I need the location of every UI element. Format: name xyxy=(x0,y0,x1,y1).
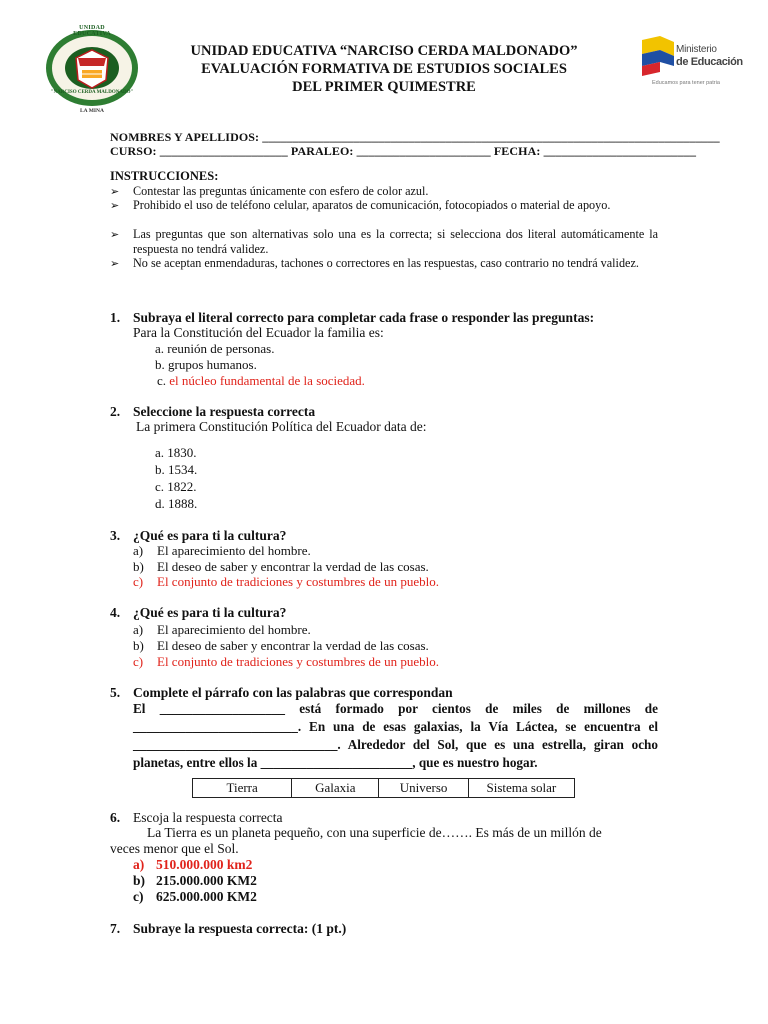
q2-option-d[interactable]: d. 1888. xyxy=(155,496,198,511)
logo-top-text: UNIDAD EDUCATIVA xyxy=(73,25,111,37)
logo-ring-text: "NARCISO CERDA MALDONADO" xyxy=(50,90,134,95)
word-bank-item: Sistema solar xyxy=(468,779,574,798)
q1-correct-answer: el núcleo fundamental de la sociedad. xyxy=(169,373,365,388)
q5-word-bank xyxy=(192,778,575,798)
q5-line-2[interactable]: _________________________. En una de esas galaxias, la Vía Láctea, se encuentra el xyxy=(133,719,658,734)
evaluation-title: EVALUACIÓN FORMATIVA DE ESTUDIOS SOCIALES xyxy=(201,61,567,77)
instruction-item: Prohibido el uso de teléfono celular, aparatos de comunicación, fotocopiados o material de apoyo. xyxy=(133,198,611,212)
q4-option-c-letter: c) xyxy=(133,654,144,669)
arrow-bullet-icon: ➢ xyxy=(110,186,120,198)
q3-option-b-letter: b) xyxy=(133,559,144,574)
q1-option-a[interactable]: a. reunión de personas. xyxy=(155,341,275,356)
q4-number: 4. xyxy=(110,605,121,620)
q6-option-c[interactable]: 625.000.000 KM2 xyxy=(156,889,257,904)
instruction-item: Contestar las preguntas únicamente con esfero de color azul. xyxy=(133,184,429,198)
logo-bottom-text: LA MINA xyxy=(80,108,104,114)
q4-title: ¿Qué es para ti la cultura? xyxy=(133,605,287,620)
q3-title: ¿Qué es para ti la cultura? xyxy=(133,528,287,543)
q6-correct-answer[interactable]: 510.000.000 km2 xyxy=(156,857,253,872)
q3-option-c-letter: c) xyxy=(133,574,144,589)
evaluation-period: DEL PRIMER QUIMESTRE xyxy=(292,79,476,95)
q2-number: 2. xyxy=(110,404,121,419)
arrow-bullet-icon: ➢ xyxy=(110,200,120,212)
arrow-bullet-icon: ➢ xyxy=(110,229,120,241)
q6-prompt-line1: La Tierra es un planeta pequeño, con una superficie de……. Es más de un millón de xyxy=(147,825,602,840)
q5-paragraph xyxy=(133,700,658,772)
q4-option-b-letter: b) xyxy=(133,638,144,653)
course-parallel-date-field[interactable]: CURSO: _____________________ PARALEO: ______________________ FECHA: _________________________ xyxy=(110,144,697,158)
q2-title: Seleccione la respuesta correcta xyxy=(133,404,316,419)
q6-option-a-letter: a) xyxy=(133,857,145,872)
q6-number: 6. xyxy=(110,810,121,825)
q3-number: 3. xyxy=(110,528,121,543)
q4-option-b[interactable]: El deseo de saber y encontrar la verdad de las cosas. xyxy=(157,638,429,653)
ministry-tagline: Educamos para tener patria xyxy=(652,80,720,86)
q6-title: Escoja la respuesta correcta xyxy=(133,810,283,825)
q1-number: 1. xyxy=(110,310,121,325)
q4-option-a-letter: a) xyxy=(133,622,144,637)
q6-option-c-letter: c) xyxy=(133,889,144,904)
instruction-item: No se aceptan enmendaduras, tachones o correctores en las respuestas, caso contrario no tendrá validez. xyxy=(133,256,639,270)
q2-prompt: La primera Constitución Política del Ecuador data de: xyxy=(136,419,427,434)
word-bank-item: Galaxia xyxy=(292,779,379,798)
q2-option-c[interactable]: c. 1822. xyxy=(155,479,197,494)
q2-option-b[interactable]: b. 1534. xyxy=(155,462,198,477)
q1-option-b[interactable]: b. grupos humanos. xyxy=(155,357,257,372)
instruction-item: Las preguntas que son alternativas solo una es la correcta; si selecciona dos literal automáticamente la respuesta no tendrá validez. xyxy=(133,227,658,256)
word-bank-item: Tierra xyxy=(193,779,292,798)
q3-option-b[interactable]: El deseo de saber y encontrar la verdad de las cosas. xyxy=(157,559,429,574)
q1-prompt: Para la Constitución del Ecuador la familia es: xyxy=(133,325,384,340)
q4-correct-answer[interactable]: El conjunto de tradiciones y costumbres de un pueblo. xyxy=(157,654,439,669)
q6-prompt-line2: veces menor que el Sol. xyxy=(110,841,239,856)
names-field[interactable]: NOMBRES Y APELLIDOS: ___________________________________________________________________________ xyxy=(110,130,720,144)
q6-option-b-letter: b) xyxy=(133,873,146,888)
q7-title: Subraye la respuesta correcta: (1 pt.) xyxy=(133,921,347,936)
q3-option-a[interactable]: El aparecimiento del hombre. xyxy=(157,543,311,558)
q1-title: Subraya el literal correcto para completar cada frase o responder las preguntas: xyxy=(133,310,595,325)
q4-option-a[interactable]: El aparecimiento del hombre. xyxy=(157,622,311,637)
q3-correct-answer[interactable]: El conjunto de tradiciones y costumbres de un pueblo. xyxy=(157,574,439,589)
q2-option-a[interactable]: a. 1830. xyxy=(155,445,197,460)
ministry-line1: Ministerio xyxy=(676,44,717,55)
q7-number: 7. xyxy=(110,921,121,936)
q3-option-a-letter: a) xyxy=(133,543,144,558)
q5-line-1[interactable]: El ___________________ está formado por cientos de miles de millones de xyxy=(133,701,658,716)
q1-option-c[interactable] xyxy=(157,373,365,389)
q5-line-3[interactable]: _______________________________. Alrededor del Sol, que es una estrella, giran ocho xyxy=(133,737,658,752)
ministry-flag-icon xyxy=(640,36,676,76)
q6-option-b[interactable]: 215.000.000 KM2 xyxy=(156,873,257,888)
word-bank-item: Universo xyxy=(379,779,468,798)
q5-line-4[interactable]: planetas, entre ellos la _______________________, que es nuestro hogar. xyxy=(133,755,538,770)
instructions-title: INSTRUCCIONES: xyxy=(110,169,219,183)
q5-title: Complete el párrafo con las palabras que correspondan xyxy=(133,685,453,700)
school-name: UNIDAD EDUCATIVA “NARCISO CERDA MALDONADO” xyxy=(190,43,578,59)
arrow-bullet-icon: ➢ xyxy=(110,258,120,270)
ministry-logo xyxy=(640,36,743,92)
q1-option-c-letter: c. xyxy=(157,373,167,388)
ministry-line2: de Educación xyxy=(676,56,743,68)
q5-number: 5. xyxy=(110,685,121,700)
